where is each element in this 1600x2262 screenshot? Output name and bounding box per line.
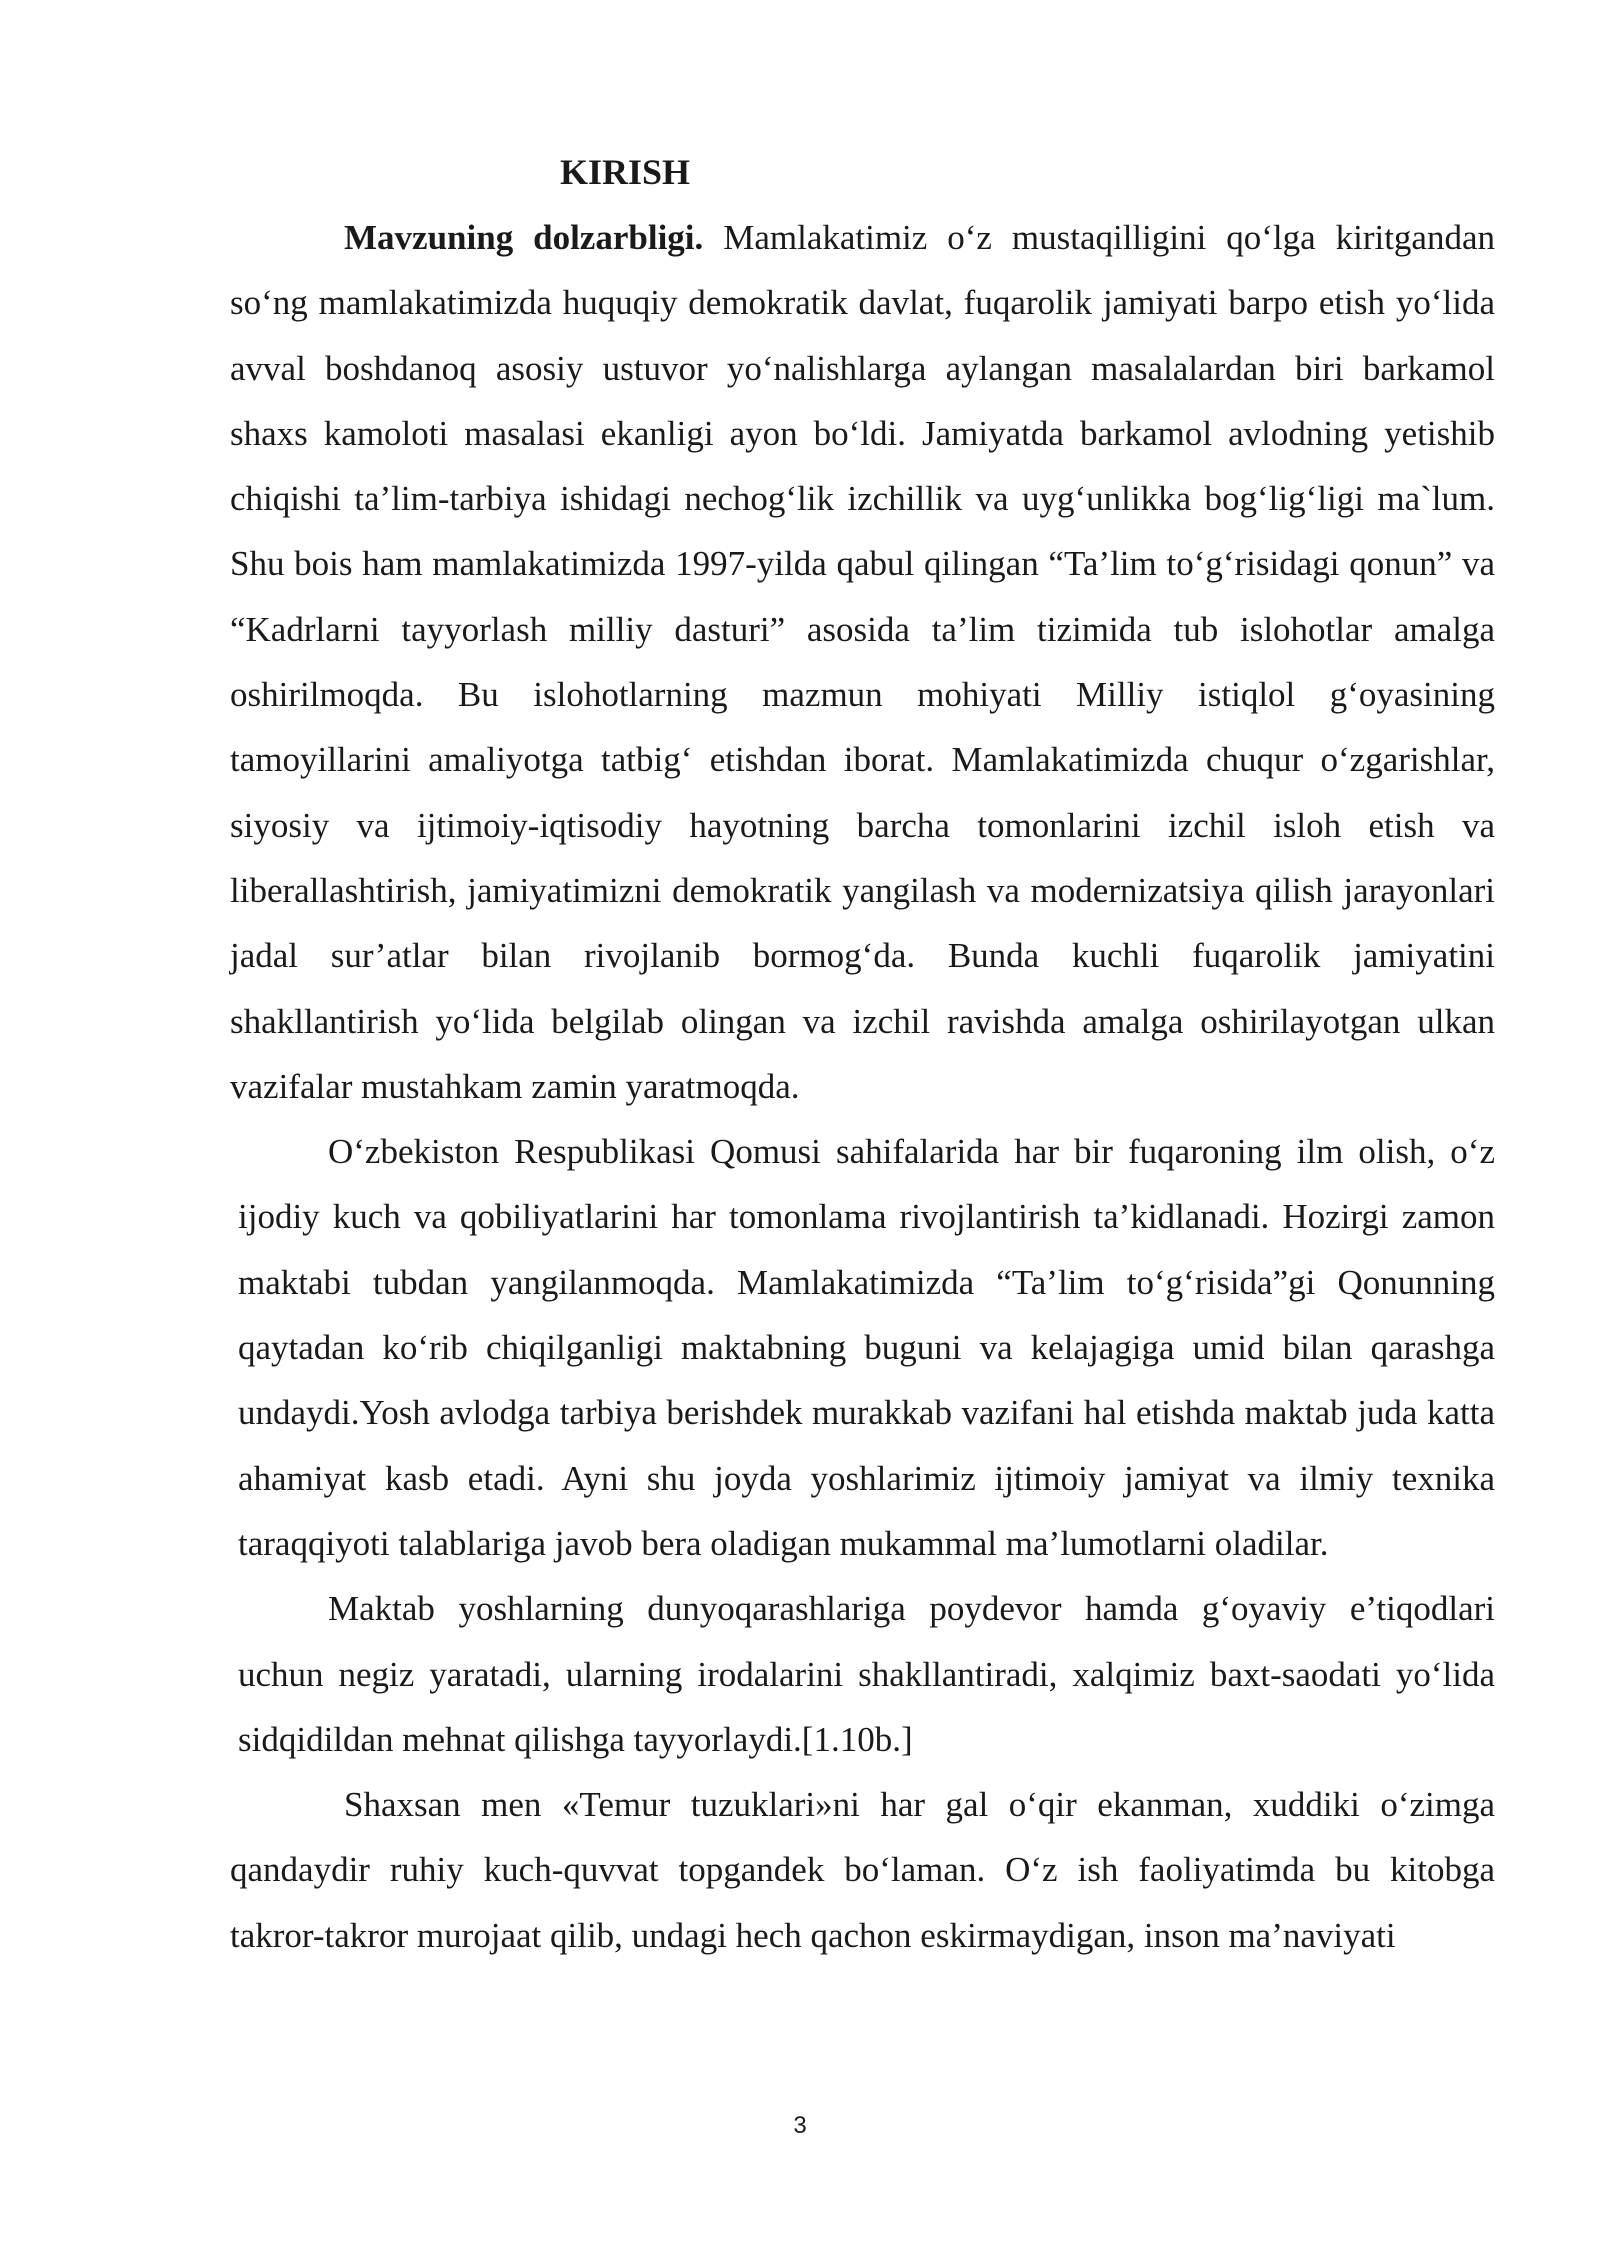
document-page (230, 140, 1495, 1968)
paragraph-lead: Mavzuning dolzarbligi. (344, 218, 704, 257)
paragraph-temur: Shaxsan men «Temur tuzuklari»ni har gal o‘qir ekanman, xuddiki o‘zimga qandaydir ruhiy kuch-quvvat topgandek bo‘laman. O‘z ish faoliyatimda bu kitobga takror-takror murojaat qilib, undagi hech qachon eskirmaydigan, inson ma’naviyati (230, 1785, 1495, 1955)
paragraph-text: Mamlakatimiz o‘z mustaqilligini qo‘lga kiritgandan so‘ng mamlakatimizda huquqiy demokratik davlat, fuqarolik jamiyati barpo etish yo‘lida avval boshdanoq asosiy ustuvor yo‘nalishlarga aylangan masalalardan biri barkamol shaxs kamoloti masalasi ekanligi ayon bo‘ldi. Jamiyatda barkamol avlodning yetishib chiqishi ta’lim-tarbiya ishidagi nechog‘lik izchillik va uyg‘unlikka bog‘lig‘ligi ma`lum. Shu bois ham mamlakatimizda 1997-yilda qabul qilingan “Ta’lim to‘g‘risidagi qonun” va “Kadrlarni tayyorlash milliy dasturi” asosida ta’lim tizimida tub islohotlar amalga oshirilmoqda. Bu islohotlarning mazmun mohiyati Milliy istiqlol g‘oyasining tamoyillarini amaliyotga tatbig‘ etishdan iborat. Mamlakatimizda chuqur o‘zgarishlar, siyosiy va ijtimoiy-iqtisodiy hayotning barcha tomonlarini izchil isloh etish va liberallashtirish, jamiyatimizni demokratik yangilash va modernizatsiya qilish jarayonlari jadal sur’atlar bilan rivojlanib bormog‘da. Bunda kuchli fuqarolik jamiyatini shakllantirish yo‘lida belgilab olingan va izchil ravishda amalga oshirilayotgan ulkan vazifalar mustahkam zamin yaratmoqda. (230, 218, 1495, 1106)
paragraph-constitution: O‘zbekiston Respublikasi Qomusi sahifalarida har bir fuqaroning ilm olish, o‘z ijodiy kuch va qobiliyatlarini har tomonlama rivojlantirish ta’kidlanadi. Hozirgi zamon maktabi tubdan yangilanmoqda. Mamlakatimizda “Ta’lim to‘g‘risida”gi Qonunning qaytadan ko‘rib chiqilganligi maktabning buguni va kelajagiga umid bilan qarashga undaydi.Yosh avlodga tarbiya berishdek murakkab vazifani hal etishda maktab juda katta ahamiyat kasb etadi. Ayni shu joyda yoshlarimiz ijtimoiy jamiyat va ilmiy texnika taraqqiyoti talablariga javob bera oladigan mukammal ma’lumotlarni oladilar. (238, 1132, 1495, 1563)
paragraph-school: Maktab yoshlarning dunyoqarashlariga poydevor hamda g‘oyaviy e’tiqodlari uchun negiz yaratadi, ularning irodalarini shakllantiradi, xalqimiz baxt-saodati yo‘lida sidqidildan mehnat qilishga tayyorlaydi.[1.10b.] (238, 1589, 1495, 1759)
paragraph-relevance (230, 205, 1495, 1119)
section-heading: KIRISH (560, 152, 691, 192)
page-number: 3 (793, 2112, 807, 2139)
